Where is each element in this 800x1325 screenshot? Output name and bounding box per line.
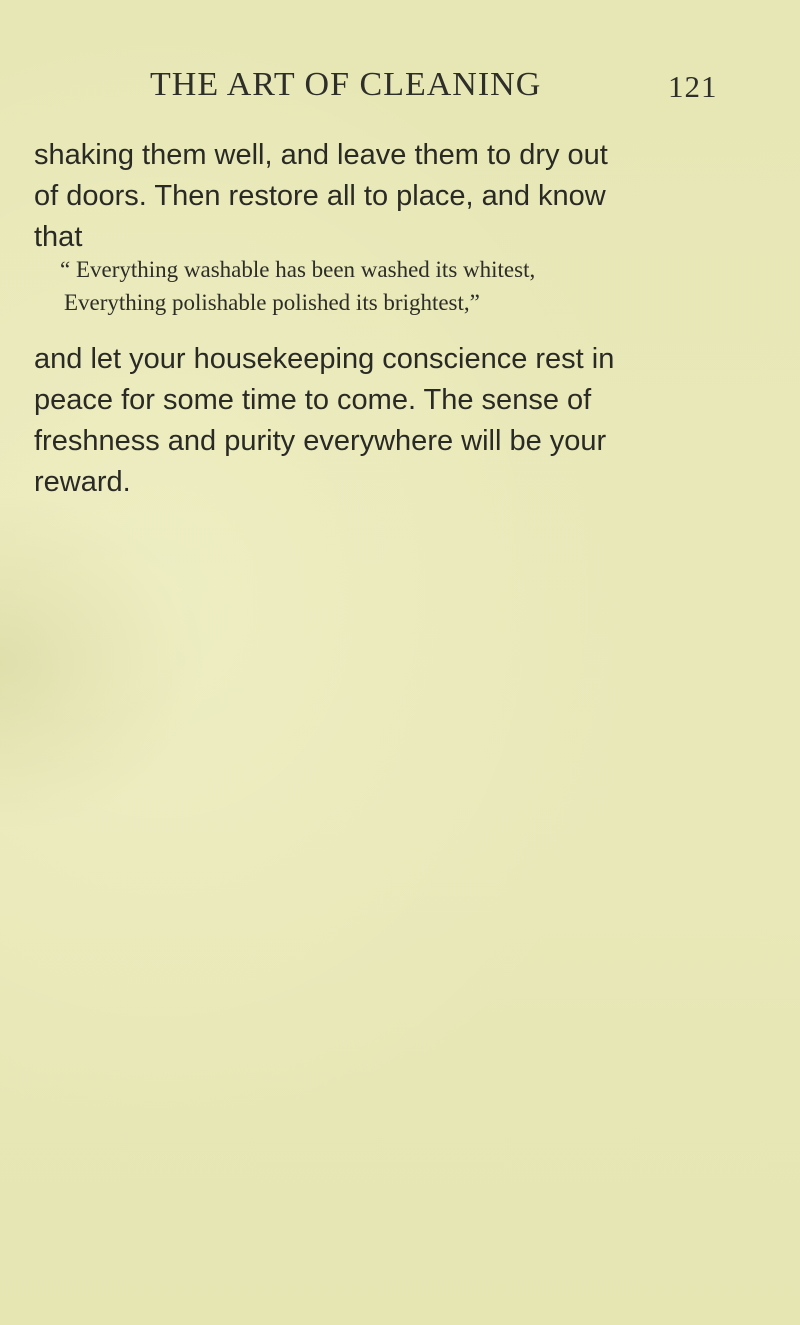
- running-title: THE ART OF CLEANING: [150, 66, 542, 103]
- paragraph-1-line-3: that: [34, 221, 83, 253]
- verse-line-1: “ Everything washable has been washed its whitest,: [60, 257, 536, 282]
- paragraph-1-line-2: of doors. Then restore all to place, and know: [34, 180, 606, 212]
- page-number: 121: [668, 69, 718, 104]
- paragraph-1-line-1: shaking them well, and leave them to dry out: [34, 139, 608, 171]
- paragraph-1: [34, 135, 734, 258]
- running-header: [0, 66, 800, 116]
- verse-line-2: Everything polishable polished its brightest,”: [64, 290, 480, 315]
- quoted-verse: [60, 253, 740, 319]
- paragraph-2-line-2: peace for some time to come. The sense of: [34, 384, 592, 416]
- paragraph-2-line-4: reward.: [34, 466, 131, 498]
- paragraph-2: [34, 339, 734, 503]
- paragraph-2-line-1: and let your housekeeping conscience rest in: [34, 343, 615, 375]
- paragraph-2-line-3: freshness and purity everywhere will be your: [34, 425, 607, 457]
